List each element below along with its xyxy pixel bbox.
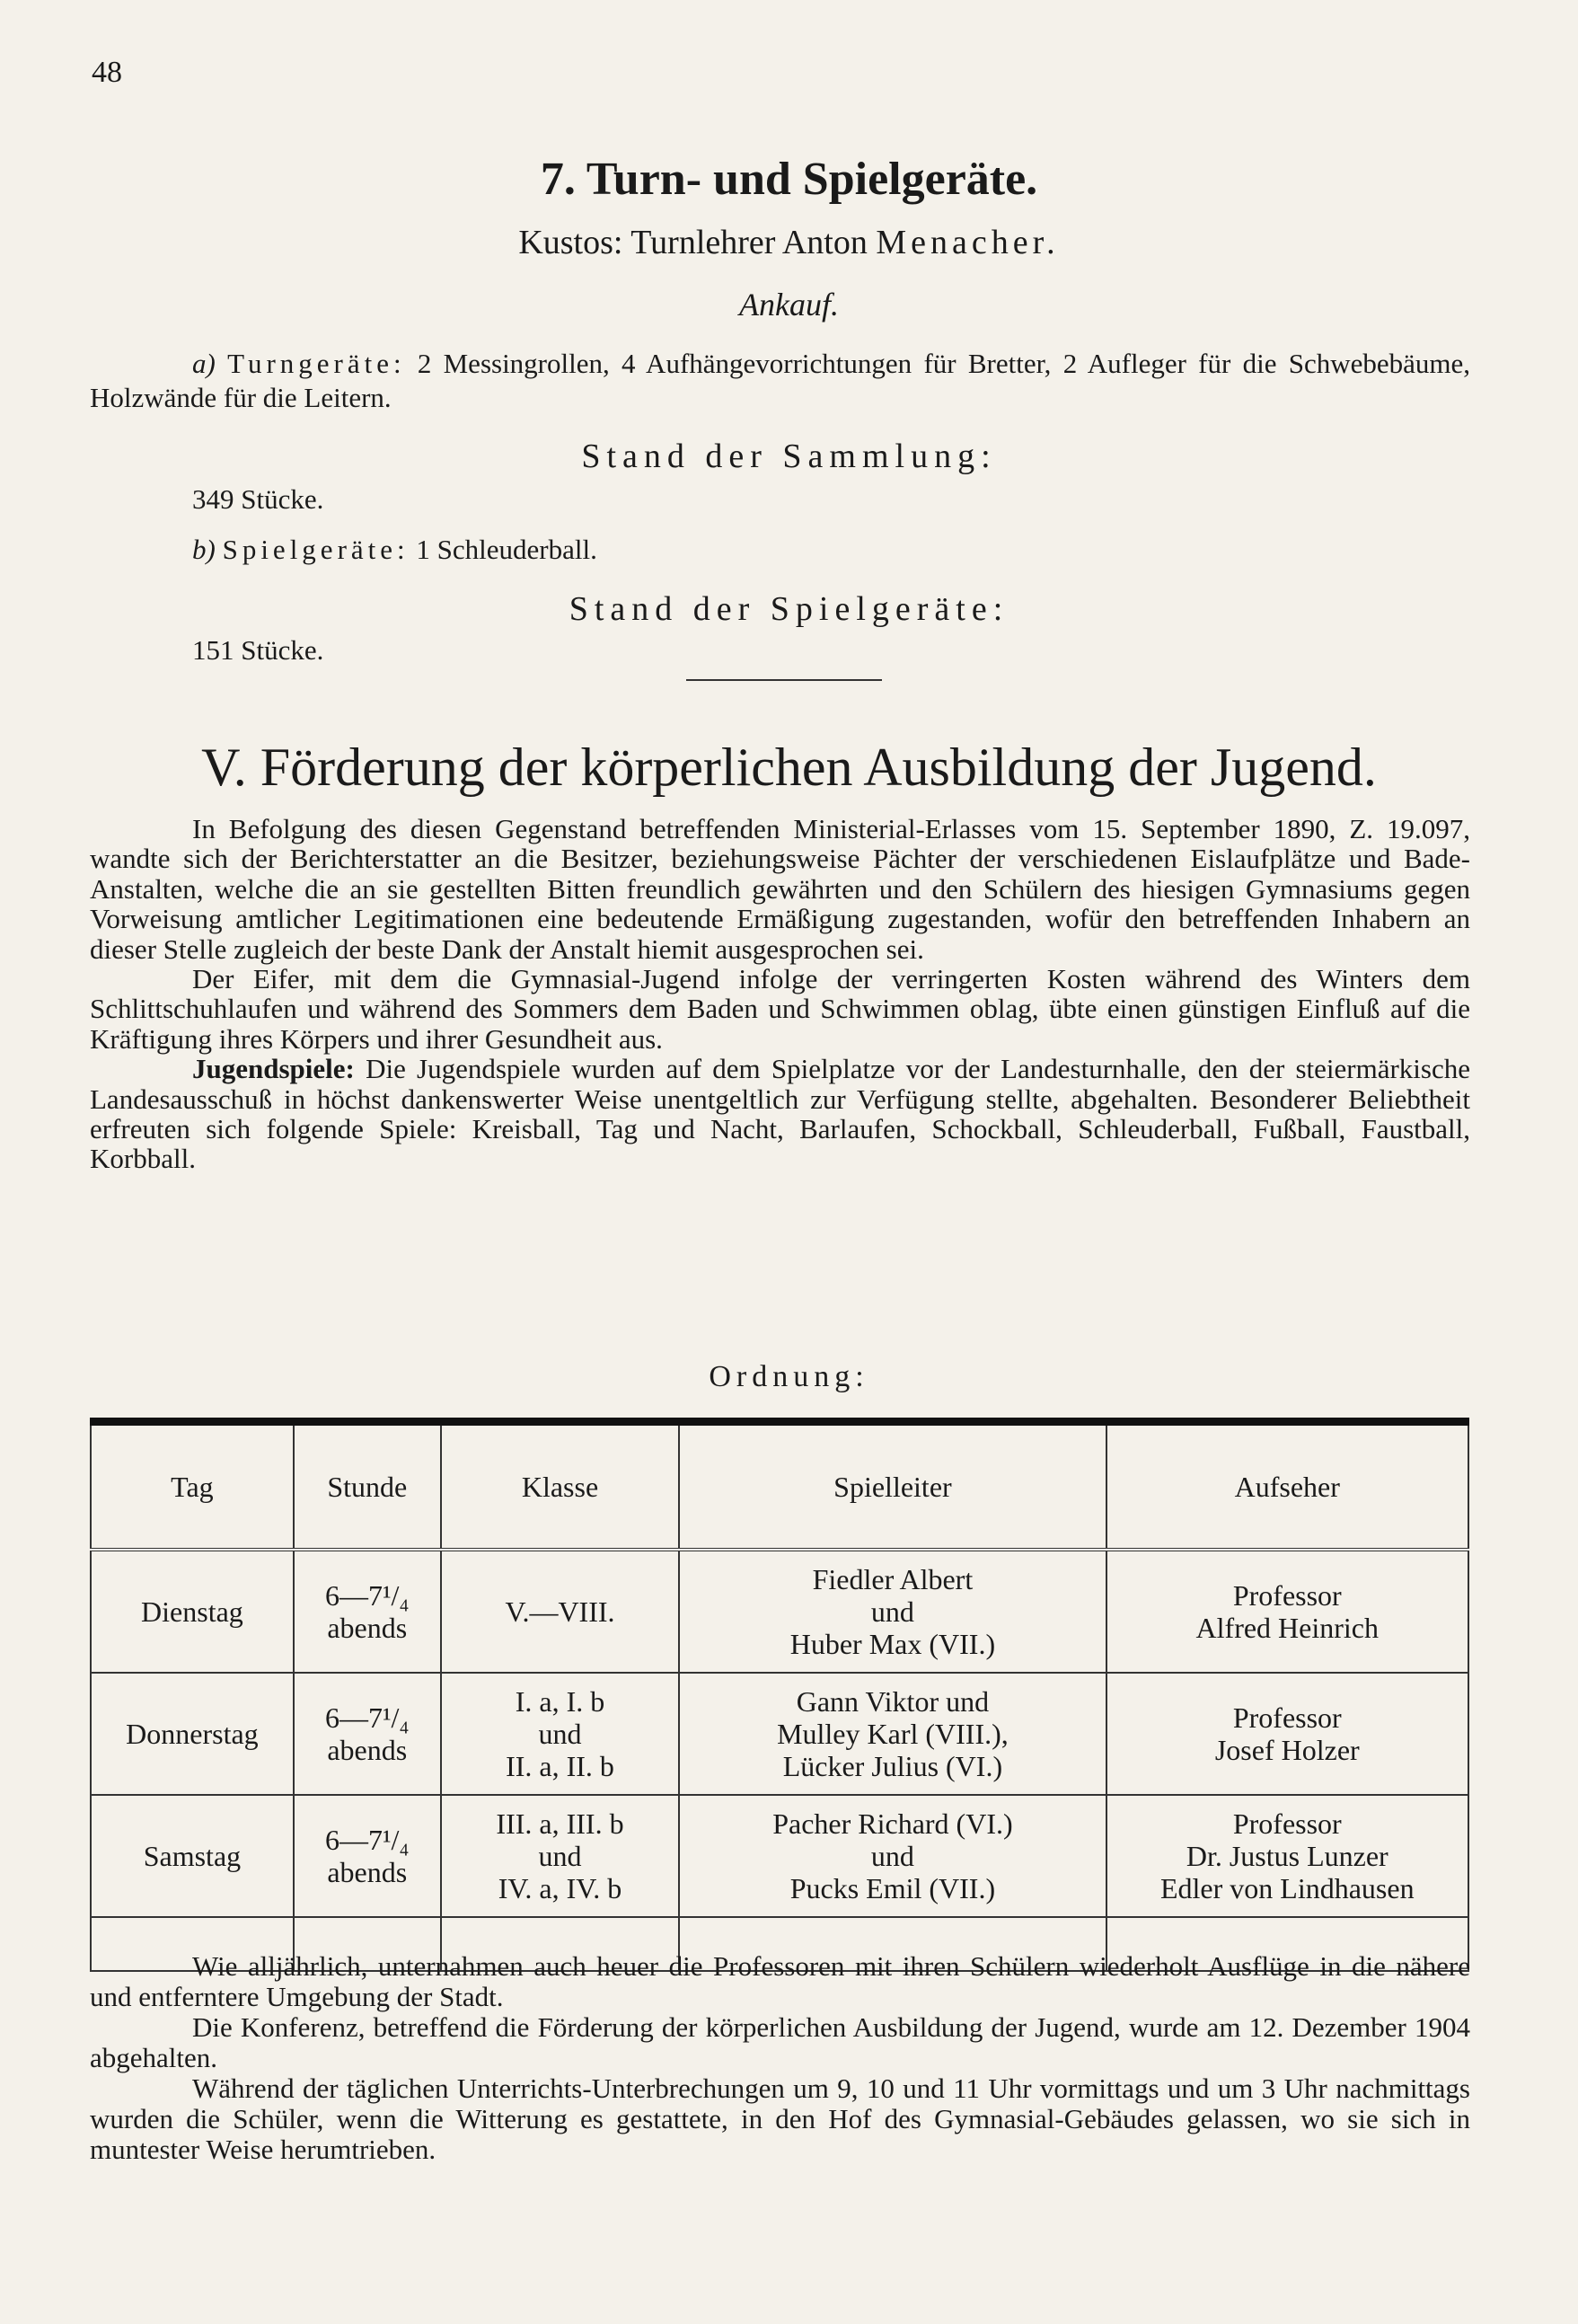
section-7-title: 7. Turn- und Spielgeräte.	[540, 154, 1038, 205]
cell-klasse	[441, 1673, 680, 1795]
klasse-line: III. a, III. b	[496, 1807, 624, 1840]
cell-stunde	[294, 1550, 441, 1673]
stand-spielgeraete-heading: Stand der Spielgeräte:	[569, 590, 1009, 628]
cell-aufseher	[1106, 1550, 1468, 1673]
table-header-row	[91, 1422, 1468, 1551]
ordnung-heading: Ordnung:	[709, 1360, 869, 1393]
header-tag: Tag	[91, 1422, 294, 1551]
spielleiter-line: Pacher Richard (VI.)	[772, 1807, 1013, 1840]
spielleiter-line: Huber Max (VII.)	[789, 1628, 996, 1660]
table-row	[91, 1550, 1468, 1673]
section-divider	[686, 679, 882, 681]
spielleiter-line: Lücker Julius (VI.)	[782, 1750, 1003, 1782]
section-v-paragraph-2: Der Eifer, mit dem die Gymnasial-Jugend infolge der verringerten Kosten während des Winters dem Schlittschuhlaufen und während des Sommers dem Baden und Schwimmen oblag, übte einen günstigen Einfluß auf die Kräftigung ihres Körpers und ihrer Gesundheit aus.	[90, 963, 1470, 1055]
kustos-surname: Menacher.	[876, 224, 1060, 261]
spielleiter-line: Mulley Karl (VIII.),	[777, 1718, 1009, 1750]
header-aufseher: Aufseher	[1106, 1422, 1468, 1551]
klasse-line: II. a, II. b	[506, 1750, 614, 1782]
table-row	[91, 1795, 1468, 1917]
closing-text	[90, 1951, 1470, 2165]
ankauf-heading: Ankauf.	[739, 287, 839, 323]
cell-spielleiter	[679, 1550, 1106, 1673]
closing-paragraph-2: Die Konferenz, betreffend die Förderung der körperlichen Ausbildung der Jugend, wurde am 12. Dezember 1904 abgehalten.	[90, 2011, 1470, 2073]
spielleiter-line: Gann Viktor und	[796, 1685, 990, 1718]
item-a-text: 2 Messingrollen, 4 Aufhängevorrichtungen für Bretter, 2 Aufleger für die Schwebebäume, Holzwände für die Leitern.	[90, 348, 1471, 413]
header-spielleiter: Spielleiter	[679, 1422, 1106, 1551]
stunde-line: 6—7¹/₄	[324, 1579, 410, 1612]
klasse-line: und	[538, 1840, 582, 1872]
item-b-line	[192, 534, 597, 566]
item-b-text: 1 Schleuderball.	[416, 534, 597, 565]
stand-sammlung-heading: Stand der Sammlung:	[581, 437, 997, 475]
section-v-title: V. Förderung der körperlichen Ausbildung der Jugend.	[201, 738, 1377, 797]
item-b-label: Spielgeräte:	[222, 534, 410, 565]
count-b: 151 Stücke.	[192, 634, 324, 666]
header-stunde: Stunde	[294, 1422, 441, 1551]
aufseher-line: Professor	[1232, 1701, 1342, 1734]
cell-tag: Donnerstag	[91, 1673, 294, 1795]
kustos-name: Turnlehrer Anton	[630, 224, 868, 261]
cell-spielleiter	[679, 1673, 1106, 1795]
item-a-paragraph	[90, 347, 1470, 415]
stunde-line: abends	[327, 1734, 408, 1766]
aufseher-line: Professor	[1232, 1807, 1342, 1840]
cell-tag: Samstag	[91, 1795, 294, 1917]
count-a: 349 Stücke.	[192, 483, 324, 515]
stunde-line: abends	[327, 1612, 408, 1644]
closing-paragraph-3: Während der täglichen Unterrichts-Unterbrechungen um 9, 10 und 11 Uhr vormittags und um 3 Uhr nachmittags wurden die Schüler, wenn die Witterung es gestattete, in den Hof des Gymnasial-Gebäudes gelassen, wo sie sich in muntester Weise herumtrieben.	[90, 2072, 1470, 2165]
schedule-table	[90, 1418, 1469, 1972]
page-number: 48	[92, 56, 122, 89]
stunde-line: 6—7¹/₄	[324, 1824, 410, 1856]
aufseher-line: Professor	[1232, 1579, 1342, 1612]
spielleiter-line: Pucks Emil (VII.)	[789, 1872, 996, 1904]
jugendspiele-label: Jugendspiele:	[192, 1053, 355, 1085]
kustos-line	[90, 223, 1488, 262]
stunde-line: abends	[327, 1856, 408, 1888]
item-b-marker: b)	[192, 534, 216, 565]
klasse-line: IV. a, IV. b	[498, 1872, 622, 1904]
aufseher-line: Edler von Lindhausen	[1159, 1872, 1415, 1904]
cell-tag: Dienstag	[91, 1550, 294, 1673]
stunde-line: 6—7¹/₄	[324, 1701, 410, 1734]
cell-stunde	[294, 1673, 441, 1795]
spielleiter-line: und	[870, 1595, 914, 1628]
section-v-paragraph-1: In Befolgung des diesen Gegenstand betreffenden Ministerial-Erlasses vom 15. September 1890, Z. 19.097, wandte sich der Berichterstatter an die Besitzer, beziehungsweise Pächter der verschiedenen Eislaufplätze und Bade-Anstalten, welche die an sie gestellten Bitten freundlich gewährten und den Schülern des hiesigen Gymnasiums gegen Vorweisung amtlicher Legitimationen eine bedeutende Ermäßigung zugestanden, wofür den betreffenden Inhabern an dieser Stelle zugleich der beste Dank der Anstalt hiemit ausgesprochen sei.	[90, 813, 1470, 965]
cell-aufseher	[1106, 1673, 1468, 1795]
header-klasse: Klasse	[441, 1422, 680, 1551]
cell-stunde	[294, 1795, 441, 1917]
section-v-paragraph-3	[90, 1054, 1470, 1174]
cell-spielleiter	[679, 1795, 1106, 1917]
section-v-body	[90, 814, 1470, 1174]
cell-klasse	[441, 1550, 680, 1673]
aufseher-line: Josef Holzer	[1214, 1734, 1360, 1766]
jugendspiele-text: Die Jugendspiele wurden auf dem Spielplatze vor der Landesturnhalle, den der steiermärkische Landesausschuß in höchst dankenswerter Weise unentgeltlich zur Verfügung stellte, abgehalten. Besonderer Beliebtheit erfreuten sich folgende Spiele: Kreisball, Tag und Nacht, Barlaufen, Schockball, Schleuderball, Fußball, Faustball, Korbball.	[90, 1053, 1471, 1175]
cell-klasse	[441, 1795, 680, 1917]
aufseher-line: Dr. Justus Lunzer	[1186, 1840, 1388, 1872]
cell-aufseher	[1106, 1795, 1468, 1917]
klasse-line: V.—VIII.	[505, 1595, 615, 1628]
klasse-line: und	[538, 1718, 582, 1750]
spielleiter-line: Fiedler Albert	[812, 1563, 974, 1595]
kustos-label: Kustos:	[518, 224, 623, 261]
klasse-line: I. a, I. b	[515, 1685, 605, 1718]
closing-paragraph-1: Wie alljährlich, unternahmen auch heuer die Professoren mit ihren Schülern wiederholt Ausflüge in die nähere und entferntere Umgebung der Stadt.	[90, 1950, 1470, 2012]
item-a-label: Turngeräte:	[227, 348, 406, 379]
table-row	[91, 1673, 1468, 1795]
aufseher-line: Alfred Heinrich	[1195, 1612, 1379, 1644]
item-a-marker: a)	[192, 348, 216, 379]
spielleiter-line: und	[870, 1840, 914, 1872]
